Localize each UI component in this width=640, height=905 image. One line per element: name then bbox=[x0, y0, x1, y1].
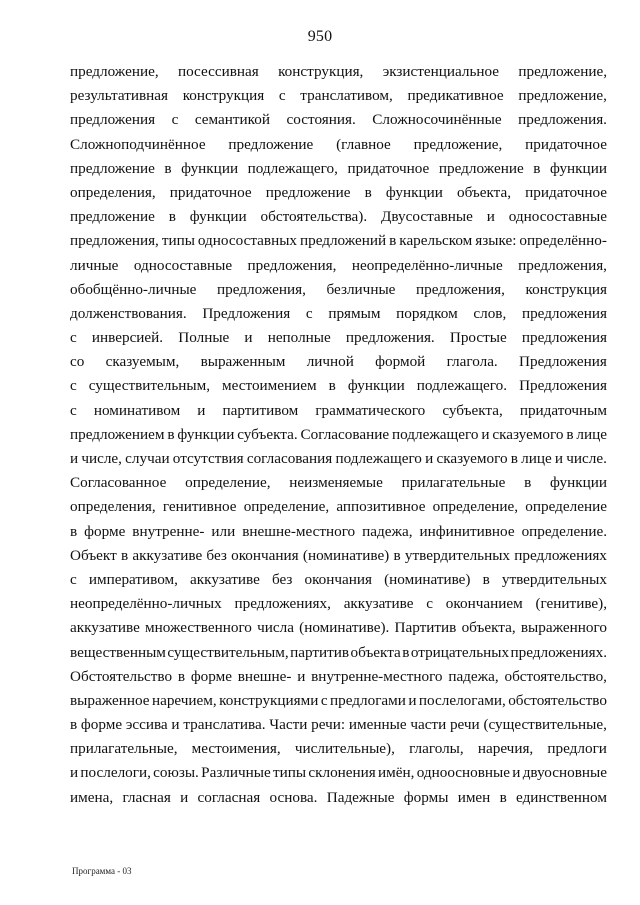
word: с bbox=[305, 304, 313, 322]
word: Сложноподчинённое bbox=[70, 135, 206, 153]
word: результативная bbox=[70, 87, 169, 105]
text-line bbox=[70, 157, 607, 181]
word: в bbox=[164, 159, 172, 177]
word: императивом, bbox=[88, 570, 178, 588]
word: определение bbox=[525, 498, 607, 516]
word: предложение bbox=[438, 159, 524, 177]
word: предложение bbox=[70, 208, 155, 226]
word: генитивное bbox=[162, 498, 237, 516]
word: предложениях bbox=[514, 546, 607, 564]
word: функции bbox=[347, 377, 405, 395]
word: определение, bbox=[185, 474, 271, 492]
text-line bbox=[70, 423, 607, 447]
word: форме bbox=[80, 716, 123, 734]
word: партитивом bbox=[222, 401, 299, 419]
word: (главное bbox=[336, 135, 391, 153]
word: Согласование bbox=[300, 425, 390, 443]
word: аккузативе bbox=[343, 595, 414, 613]
word: Падежные bbox=[326, 788, 395, 806]
word: с bbox=[70, 329, 77, 347]
text-line bbox=[70, 471, 607, 495]
word: функции bbox=[189, 208, 247, 226]
word: прилагательные bbox=[401, 474, 506, 492]
word: числе. bbox=[566, 450, 607, 467]
word: односоставные bbox=[508, 208, 607, 226]
word: типы bbox=[273, 764, 307, 782]
word: в bbox=[70, 716, 78, 734]
word: подлежащего bbox=[391, 425, 479, 443]
word: обстоятельство bbox=[508, 691, 607, 709]
word: с bbox=[70, 401, 77, 419]
word: с bbox=[171, 111, 179, 129]
word: окончания bbox=[304, 570, 373, 588]
word: в bbox=[533, 159, 541, 177]
word: Предложения bbox=[519, 377, 607, 395]
word: субъекта. bbox=[237, 425, 298, 443]
word: типы bbox=[161, 232, 195, 250]
word: предложения, bbox=[217, 280, 306, 298]
word: предложением bbox=[70, 425, 165, 443]
word: согласования bbox=[246, 450, 333, 467]
word: обстоятельство, bbox=[504, 667, 607, 685]
word: падежа, bbox=[362, 522, 413, 540]
word: выраженное bbox=[70, 691, 150, 709]
word: со bbox=[70, 353, 85, 371]
word: отсутствия bbox=[172, 450, 244, 467]
word: придаточное bbox=[525, 183, 607, 201]
word: инверсией. bbox=[91, 329, 164, 347]
word: внешне- bbox=[237, 667, 292, 685]
word: определение. bbox=[521, 522, 607, 540]
word: обстоятельства). bbox=[260, 208, 368, 226]
word: речи bbox=[449, 716, 480, 734]
word: подлежащего bbox=[335, 450, 422, 467]
word: номинативом bbox=[93, 401, 181, 419]
word: функции bbox=[550, 159, 607, 177]
word: и bbox=[512, 764, 521, 782]
word: прямым bbox=[328, 304, 381, 322]
word: предложения, bbox=[70, 232, 159, 250]
word: предлогами bbox=[330, 691, 406, 709]
word: посессивная bbox=[177, 63, 259, 80]
word: определения, bbox=[70, 498, 156, 516]
word: придаточное bbox=[525, 135, 607, 153]
word: Объект bbox=[70, 546, 117, 564]
word: состояния. bbox=[286, 111, 356, 129]
word: и bbox=[70, 764, 79, 782]
word: с bbox=[278, 87, 286, 105]
word: слов, bbox=[473, 304, 507, 322]
word: неполные bbox=[267, 329, 331, 347]
word: сказуемого bbox=[492, 425, 564, 443]
word: Различные bbox=[201, 764, 271, 782]
word: лице bbox=[576, 425, 607, 443]
word: послелогами, bbox=[418, 691, 506, 709]
word: придаточное bbox=[347, 159, 430, 177]
text-line bbox=[70, 205, 607, 229]
word: Обстоятельство bbox=[70, 667, 173, 685]
word: обобщённо-личные bbox=[70, 280, 197, 298]
word: именные bbox=[348, 716, 407, 734]
word: предложение bbox=[265, 183, 351, 201]
word: и bbox=[425, 450, 434, 467]
word: в bbox=[389, 232, 397, 250]
word: с bbox=[320, 691, 328, 709]
word: аппозитивное bbox=[336, 498, 426, 516]
word: определение, bbox=[432, 498, 519, 516]
word: с bbox=[70, 377, 77, 395]
word: Простые bbox=[449, 329, 507, 347]
word: случаи bbox=[125, 450, 170, 467]
word: союзы. bbox=[153, 764, 199, 782]
word: имён, bbox=[378, 764, 415, 782]
word: транслатива. bbox=[183, 716, 266, 734]
word: предложения, bbox=[247, 256, 337, 274]
word: местоимением bbox=[222, 377, 317, 395]
word: языке: bbox=[475, 232, 517, 250]
word: единственном bbox=[516, 788, 607, 806]
word: подлежащего, bbox=[247, 159, 338, 177]
word: и bbox=[197, 401, 206, 419]
word: числа bbox=[257, 619, 294, 637]
text-line bbox=[70, 495, 607, 519]
word: (номинативе) bbox=[384, 570, 471, 588]
word: партитив bbox=[290, 643, 350, 661]
word: согласная bbox=[197, 788, 261, 806]
word: форме bbox=[84, 522, 126, 540]
word: местоимения, bbox=[191, 740, 281, 758]
word: и bbox=[70, 450, 79, 467]
word: функции bbox=[550, 474, 607, 492]
text-line bbox=[70, 133, 607, 157]
word: с bbox=[426, 595, 434, 613]
word: и bbox=[481, 425, 490, 443]
word: форме bbox=[190, 667, 232, 685]
word: объекта, bbox=[456, 183, 512, 201]
word: предложение, bbox=[518, 87, 607, 105]
body-text bbox=[70, 60, 607, 810]
word: инфинитивное bbox=[419, 522, 515, 540]
word: формы bbox=[403, 788, 449, 806]
word: предложениях, bbox=[234, 595, 331, 613]
word: предложение, bbox=[70, 63, 159, 80]
word: Партитив bbox=[394, 619, 457, 637]
word: (номинативе). bbox=[299, 619, 390, 637]
word: двуосновные bbox=[522, 764, 607, 782]
text-line bbox=[70, 60, 607, 84]
text-line bbox=[70, 84, 607, 108]
word: неопределённо-личные bbox=[351, 256, 503, 274]
word: карельском bbox=[399, 232, 473, 250]
word: Сложносочинённые bbox=[372, 111, 502, 129]
word: односоставных bbox=[197, 232, 298, 250]
word: безличные bbox=[326, 280, 396, 298]
word: в bbox=[402, 643, 410, 661]
word: в bbox=[510, 450, 518, 467]
word: предлоги bbox=[547, 740, 607, 758]
word: предложение bbox=[228, 135, 314, 153]
word: сказуемого bbox=[436, 450, 508, 467]
word: или bbox=[211, 522, 236, 540]
text-line bbox=[70, 641, 607, 665]
text-line bbox=[70, 616, 607, 640]
word: с bbox=[70, 570, 77, 588]
word: (номинативе) bbox=[302, 546, 390, 564]
word: конструкциями bbox=[219, 691, 319, 709]
footer-program-code: Программа - 03 bbox=[72, 866, 132, 876]
word: и bbox=[244, 329, 253, 347]
text-line bbox=[70, 399, 607, 423]
word: склонения bbox=[308, 764, 376, 782]
word: личной bbox=[306, 353, 354, 371]
text-line bbox=[70, 786, 607, 810]
word: основа. bbox=[269, 788, 318, 806]
word: и bbox=[486, 208, 495, 226]
word: формой bbox=[375, 353, 426, 371]
word: множественного bbox=[145, 619, 252, 637]
word: конструкция bbox=[182, 87, 265, 105]
word: вещественным bbox=[70, 643, 166, 661]
word: личные bbox=[70, 256, 119, 274]
word: придаточным bbox=[519, 401, 607, 419]
text-line bbox=[70, 689, 607, 713]
word: функции bbox=[177, 425, 235, 443]
word: гласная bbox=[122, 788, 171, 806]
word: части bbox=[410, 716, 447, 734]
word: Согласованное bbox=[70, 474, 167, 492]
word: окончания bbox=[231, 546, 299, 564]
word: грамматического bbox=[315, 401, 426, 419]
text-line bbox=[70, 713, 607, 737]
word: в bbox=[499, 788, 507, 806]
word: семантикой bbox=[194, 111, 271, 129]
word: падежа, bbox=[448, 667, 499, 685]
word: аккузативе bbox=[132, 546, 203, 564]
word: имена, bbox=[70, 788, 114, 806]
word: внешне-местного bbox=[242, 522, 356, 540]
word: выраженным bbox=[200, 353, 286, 371]
text-line bbox=[70, 544, 607, 568]
word: в bbox=[168, 208, 176, 226]
word: в bbox=[70, 522, 78, 540]
word: экзистенциальное bbox=[382, 63, 500, 80]
word: в bbox=[364, 183, 372, 201]
word: Двусоставные bbox=[381, 208, 473, 226]
word: послелоги, bbox=[80, 764, 151, 782]
word: предложения. bbox=[518, 111, 607, 129]
text-line bbox=[70, 302, 607, 326]
text-line bbox=[70, 181, 607, 205]
word: конструкция bbox=[525, 280, 607, 298]
text-line bbox=[70, 229, 607, 253]
word: в bbox=[167, 425, 175, 443]
word: в bbox=[566, 425, 574, 443]
word: предложения. bbox=[345, 329, 435, 347]
word: выраженного bbox=[520, 619, 607, 637]
word: и bbox=[408, 691, 417, 709]
word: предложения bbox=[521, 329, 607, 347]
word: наречия, bbox=[477, 740, 534, 758]
word: в bbox=[482, 570, 490, 588]
word: определения, bbox=[70, 183, 156, 201]
word: окончанием bbox=[445, 595, 523, 613]
word: наречием, bbox=[151, 691, 217, 709]
text-line bbox=[70, 374, 607, 398]
word: предложение, bbox=[518, 63, 607, 80]
word: существительным, bbox=[88, 377, 211, 395]
word: и bbox=[554, 450, 564, 467]
word: в bbox=[177, 667, 186, 685]
word: функции bbox=[385, 183, 443, 201]
page-number: 950 bbox=[307, 28, 333, 45]
word: без bbox=[271, 570, 293, 588]
word: предложение, bbox=[413, 135, 503, 153]
word: глаголы, bbox=[409, 740, 464, 758]
word: внутренне- bbox=[132, 522, 205, 540]
word: Предложения bbox=[519, 353, 607, 371]
text-line bbox=[70, 761, 607, 785]
word: утвердительных bbox=[501, 570, 607, 588]
word: и bbox=[297, 667, 306, 685]
word: предложениях. bbox=[510, 643, 607, 661]
word: Части bbox=[269, 716, 308, 734]
word: лице bbox=[521, 450, 552, 467]
text-line bbox=[70, 278, 607, 302]
text-line bbox=[70, 737, 607, 761]
word: предложения bbox=[521, 304, 607, 322]
word: субъекта, bbox=[442, 401, 503, 419]
word: долженствования. bbox=[70, 304, 187, 322]
word: Полные bbox=[178, 329, 230, 347]
text-line bbox=[70, 520, 607, 544]
word: определённо- bbox=[519, 232, 607, 250]
word: в bbox=[524, 474, 532, 492]
word: числительные), bbox=[294, 740, 395, 758]
word: прилагательные, bbox=[70, 740, 178, 758]
text-line bbox=[70, 592, 607, 616]
word: предикативное bbox=[407, 87, 504, 105]
word: числе, bbox=[81, 450, 122, 467]
word: предложение bbox=[70, 159, 155, 177]
word: предложения, bbox=[518, 256, 607, 274]
word: односоставные bbox=[133, 256, 233, 274]
word: (существительные, bbox=[483, 716, 607, 734]
word: подлежащего. bbox=[416, 377, 508, 395]
text-line bbox=[70, 326, 607, 350]
word: отрицательных bbox=[410, 643, 510, 661]
word: предложения, bbox=[416, 280, 505, 298]
word: одноосновные bbox=[416, 764, 511, 782]
word: эссива bbox=[125, 716, 168, 734]
word: утвердительных bbox=[404, 546, 511, 564]
text-line bbox=[70, 447, 607, 471]
word: объекта bbox=[350, 643, 401, 661]
word: существительным, bbox=[167, 643, 289, 661]
word: сказуемым, bbox=[105, 353, 180, 371]
word: внутренне-местного bbox=[311, 667, 443, 685]
word: в bbox=[120, 546, 129, 564]
word: придаточное bbox=[169, 183, 252, 201]
word: аккузативе bbox=[70, 619, 140, 637]
word: объекта, bbox=[461, 619, 516, 637]
text-line bbox=[70, 665, 607, 689]
text-line bbox=[70, 108, 607, 132]
word: транслативом, bbox=[300, 87, 393, 105]
word: конструкция, bbox=[278, 63, 364, 80]
word: и bbox=[180, 788, 189, 806]
word: и bbox=[171, 716, 180, 734]
text-line bbox=[70, 254, 607, 278]
word: определение, bbox=[243, 498, 330, 516]
word: Предложения bbox=[202, 304, 291, 322]
word: глагола. bbox=[446, 353, 498, 371]
word: неизменяемые bbox=[289, 474, 383, 492]
word: порядком bbox=[396, 304, 458, 322]
word: в bbox=[393, 546, 401, 564]
word: речи: bbox=[311, 716, 346, 734]
text-line bbox=[70, 350, 607, 374]
word: предложений bbox=[299, 232, 387, 250]
word: в bbox=[328, 377, 336, 395]
word: функции bbox=[181, 159, 239, 177]
word: неопределённо-личных bbox=[70, 595, 222, 613]
word: (генитиве), bbox=[535, 595, 607, 613]
word: без bbox=[206, 546, 227, 564]
word: аккузативе bbox=[190, 570, 260, 588]
text-line bbox=[70, 568, 607, 592]
word: предложения bbox=[70, 111, 156, 129]
word: имен bbox=[457, 788, 491, 806]
